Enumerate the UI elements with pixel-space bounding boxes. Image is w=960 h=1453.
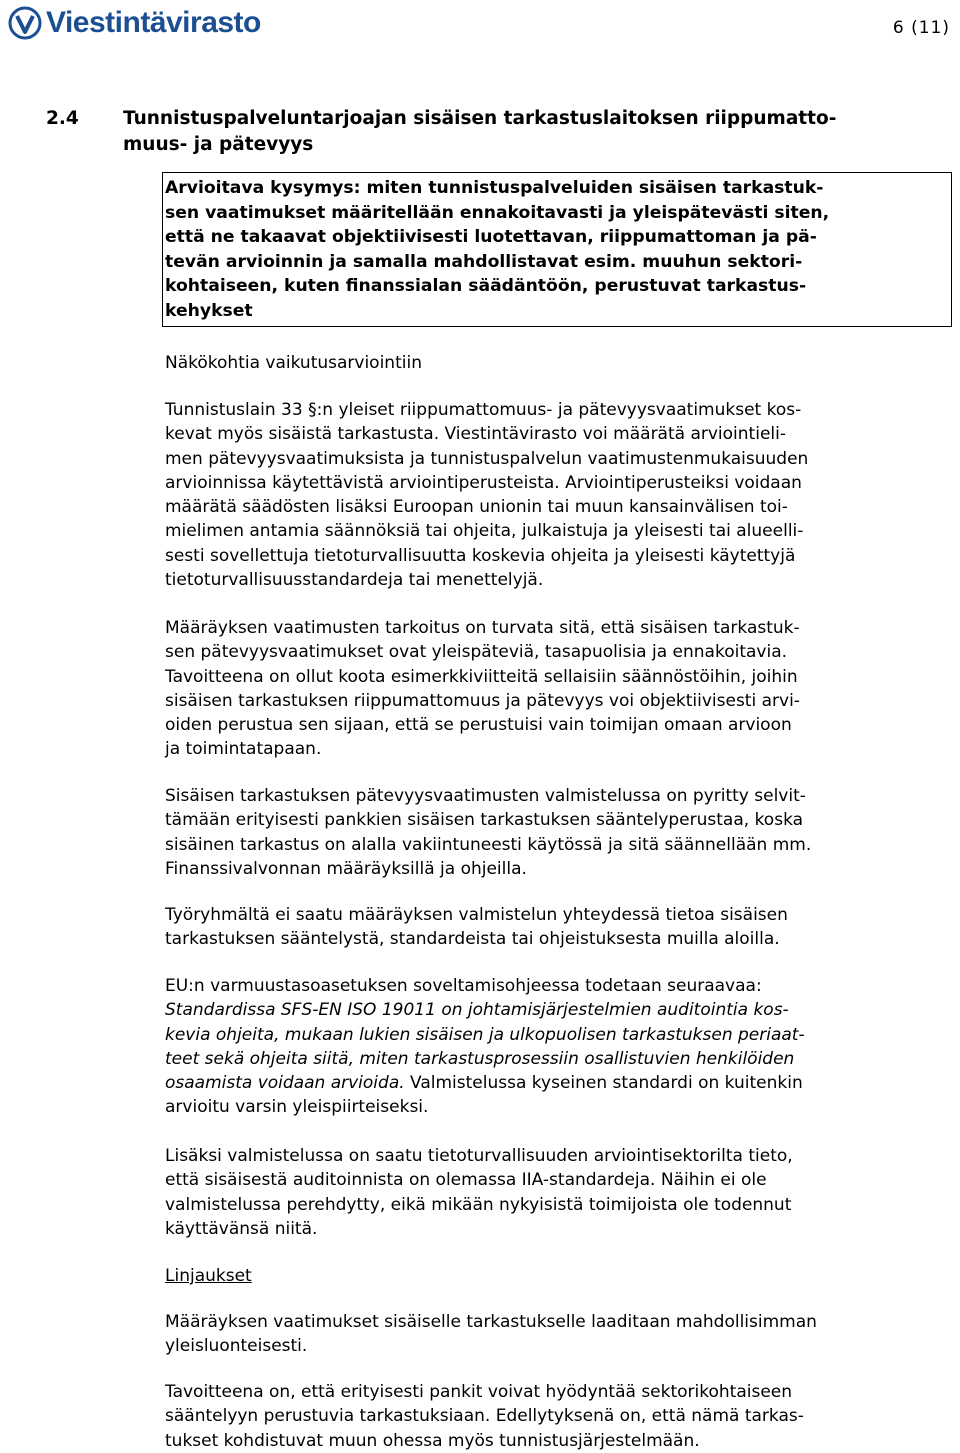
section-title-line: muus- ja pätevyys [123, 134, 314, 155]
text-line: Lisäksi valmistelussa on saatu tietoturvallisuuden arviointisektorilta tieto, [165, 1146, 793, 1166]
question-line: tevän arvioinnin ja samalla mahdollistavat esim. muuhun sektori- [165, 251, 803, 272]
text-line: tukset kohdistuvat muun ohessa myös tunnistusjärjestelmään. [165, 1430, 700, 1451]
question-text [165, 176, 960, 323]
text-line: tämään erityisesti pankkien sisäisen tarkastuksen sääntelyperustaa, koska [165, 810, 804, 831]
page-number: 6 (11) [892, 18, 950, 38]
paragraph-8 [165, 1380, 960, 1453]
paragraph-2 [165, 616, 960, 762]
paragraph-6 [165, 1144, 960, 1241]
quote-line: Standardissa SFS-EN ISO 19011 on johtamisjärjestelmien auditointia kos- [165, 1000, 789, 1021]
text-line: sisäisen tarkastuksen riippumattomuus ja pätevyys voi objektiivisesti arvi- [165, 690, 800, 711]
text-line: määrätä säädösten lisäksi Euroopan unionin tai muun kansainvälisen toi- [165, 497, 788, 518]
quote-line: osaamista voidaan arvioida. [165, 1073, 405, 1094]
text-line: tarkastuksen sääntelystä, standardeista tai ohjeistuksesta muilla aloilla. [165, 929, 780, 950]
text-line: Tavoitteena on, että erityisesti pankit voivat hyödyntää sektorikohtaiseen [165, 1382, 793, 1402]
policies-subheading: Linjaukset [165, 1266, 252, 1286]
section-number: 2.4 [46, 108, 79, 129]
question-line: Arvioitava kysymys: miten tunnistuspalveluiden sisäisen tarkastuk- [165, 178, 824, 198]
text-line: Tavoitteena on ollut koota esimerkkiviitteitä sellaisiin säännöstöihin, joihin [165, 666, 798, 687]
text-line: sen pätevyysvaatimukset ovat yleispäteviä, tasapuolisia ja ennakoitavia. [165, 642, 788, 663]
text-line: Finanssivalvonnan määräyksillä ja ohjeilla. [165, 858, 527, 879]
text-line: mielimen antamia säännöksiä tai ohjeita, julkaistuja ja yleisesti tai alueelli- [165, 521, 804, 542]
text-line: sisäinen tarkastus on alalla vakiintuneesti käytössä ja sitä säännellään mm. [165, 834, 812, 855]
question-line: kohtaiseen, kuten finanssialan säädäntöön, perustuvat tarkastus- [165, 276, 807, 296]
paragraph-3 [165, 784, 960, 881]
paragraph-4 [165, 903, 960, 952]
text-line: Määräyksen vaatimusten tarkoitus on turvata sitä, että sisäisen tarkastuk- [165, 618, 800, 638]
text-line: arvioitu varsin yleispiirteiseksi. [165, 1097, 429, 1118]
text-line: tietoturvallisuusstandardeja tai menettelyjä. [165, 570, 544, 591]
text-fragment: Valmistelussa kyseinen standardi on kuitenkin [404, 1073, 803, 1094]
text-line: yleisluonteisesti. [165, 1336, 308, 1357]
text-line: kevat myös sisäistä tarkastusta. Viestintävirasto voi määrätä arviointieli- [165, 424, 786, 445]
text-line: men pätevyysvaatimuksista ja tunnistuspalvelun vaatimustenmukaisuuden [165, 448, 809, 469]
question-line: kehykset [165, 300, 253, 321]
paragraph-7 [165, 1310, 960, 1359]
text-line: Sisäisen tarkastuksen pätevyysvaatimusten valmistelussa on pyritty selvit- [165, 786, 806, 806]
text-line: sääntelyyn perustuvia tarkastuksiaan. Edellytyksenä on, että nämä tarkas- [165, 1406, 804, 1427]
quote-line: kevia ohjeita, mukaan lukien sisäisen ja ulkopuolisen tarkastuksen periaat- [165, 1024, 805, 1045]
text-line: arvioinnissa käytettävistä arviointiperusteista. Arviointiperusteiksi voidaan [165, 472, 802, 493]
section-title [123, 106, 913, 158]
viestintavirasto-logo [8, 6, 261, 40]
text-line: Määräyksen vaatimukset sisäiselle tarkastukselle laaditaan mahdollisimman [165, 1312, 817, 1332]
text-line: Tunnistuslain 33 §:n yleiset riippumattomuus- ja pätevyysvaatimukset kos- [165, 400, 802, 420]
text-line: EU:n varmuustasoasetuksen soveltamisohjeessa todetaan seuraavaa: [165, 976, 762, 996]
text-line: valmistelussa perehdytty, eikä mikään nykyisistä toimijoista ole todennut [165, 1194, 792, 1215]
text-line: ja toimintatapaan. [165, 739, 322, 760]
paragraph-5 [165, 974, 960, 1120]
question-line: sen vaatimukset määritellään ennakoitavasti ja yleispätevästi siten, [165, 202, 830, 223]
text-line: käyttävänsä niitä. [165, 1218, 318, 1239]
impact-assessment-subheading: Näkökohtia vaikutusarviointiin [165, 353, 422, 373]
section-title-line: Tunnistuspalveluntarjoajan sisäisen tarkastuslaitoksen riippumatto- [123, 108, 837, 129]
text-line [165, 1071, 960, 1095]
text-line: oiden perustua sen sijaan, että se perustuisi vain toimijan omaan arvioon [165, 715, 792, 736]
logo-emblem-icon [8, 6, 42, 40]
text-line: sesti sovellettuja tietoturvallisuutta koskevia ohjeita ja yleisesti käytettyjä [165, 545, 796, 566]
text-line: Työryhmältä ei saatu määräyksen valmistelun yhteydessä tietoa sisäisen [165, 905, 788, 925]
paragraph-1 [165, 398, 960, 592]
logo-text: Viestintävirasto [46, 6, 261, 39]
text-line: että sisäisestä auditoinnista on olemassa IIA-standardeja. Näihin ei ole [165, 1170, 767, 1191]
quote-line: teet sekä ohjeita siitä, miten tarkastusprosessiin osallistuvien henkilöiden [165, 1048, 795, 1069]
question-line: että ne takaavat objektiivisesti luotettavan, riippumattoman ja pä- [165, 227, 817, 247]
